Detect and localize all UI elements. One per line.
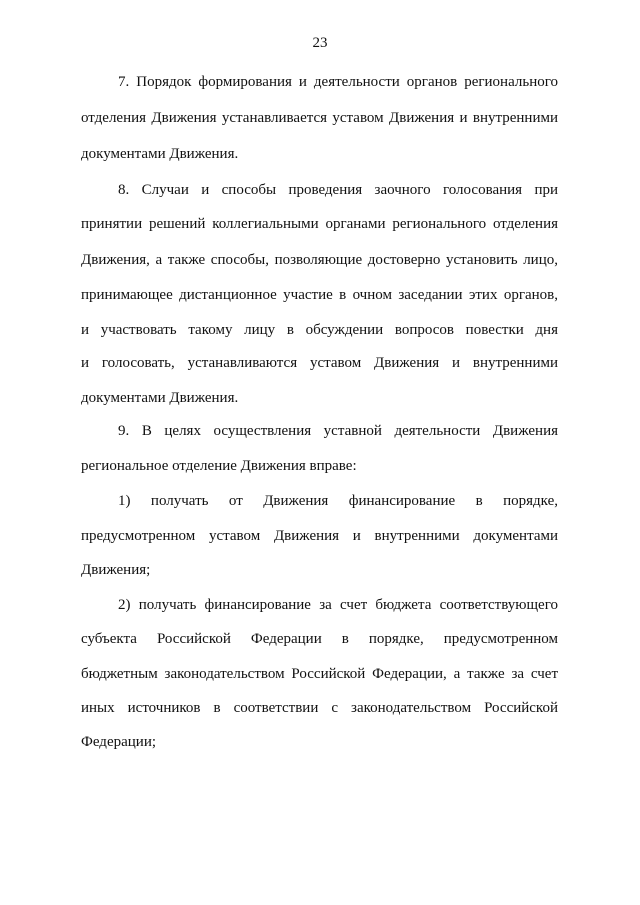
- paragraph-7-line-1: 7. Порядок формирования и деятельности органов регионального: [118, 74, 558, 90]
- paragraph-8-line-6: и голосовать, устанавливаются уставом Движения и внутренними: [81, 355, 558, 371]
- item-2-line-3: бюджетным законодательством Российской Федерации, а также за счет: [81, 666, 558, 682]
- paragraph-8-line-5: и участвовать такому лицу в обсуждении вопросов повестки дня: [81, 322, 558, 338]
- item-1-line-3: Движения;: [81, 562, 151, 578]
- paragraph-7-line-3: документами Движения.: [81, 146, 239, 162]
- paragraph-8-line-1: 8. Случаи и способы проведения заочного голосования при: [118, 182, 558, 198]
- item-2-line-2: субъекта Российской Федерации в порядке, предусмотренном: [81, 631, 558, 647]
- item-2-line-5: Федерации;: [81, 734, 157, 750]
- page-number: 23: [312, 35, 328, 51]
- paragraph-8-line-4: принимающее дистанционное участие в очном заседании этих органов,: [81, 287, 558, 303]
- item-1-line-1: 1) получать от Движения финансирование в порядке,: [118, 493, 558, 509]
- paragraph-7-line-2: отделения Движения устанавливается уставом Движения и внутренними: [81, 110, 558, 126]
- item-2-line-1: 2) получать финансирование за счет бюджета соответствующего: [118, 597, 558, 613]
- paragraph-9-line-1: 9. В целях осуществления уставной деятельности Движения: [118, 423, 558, 439]
- item-2-line-4: иных источников в соответствии с законодательством Российской: [81, 700, 558, 716]
- paragraph-8-line-7: документами Движения.: [81, 390, 239, 406]
- paragraph-8-line-2: принятии решений коллегиальными органами регионального отделения: [81, 216, 558, 232]
- paragraph-9-line-2: региональное отделение Движения вправе:: [81, 458, 357, 474]
- item-1-line-2: предусмотренном уставом Движения и внутренними документами: [81, 528, 558, 544]
- paragraph-8-line-3: Движения, а также способы, позволяющие достоверно установить лицо,: [81, 252, 558, 268]
